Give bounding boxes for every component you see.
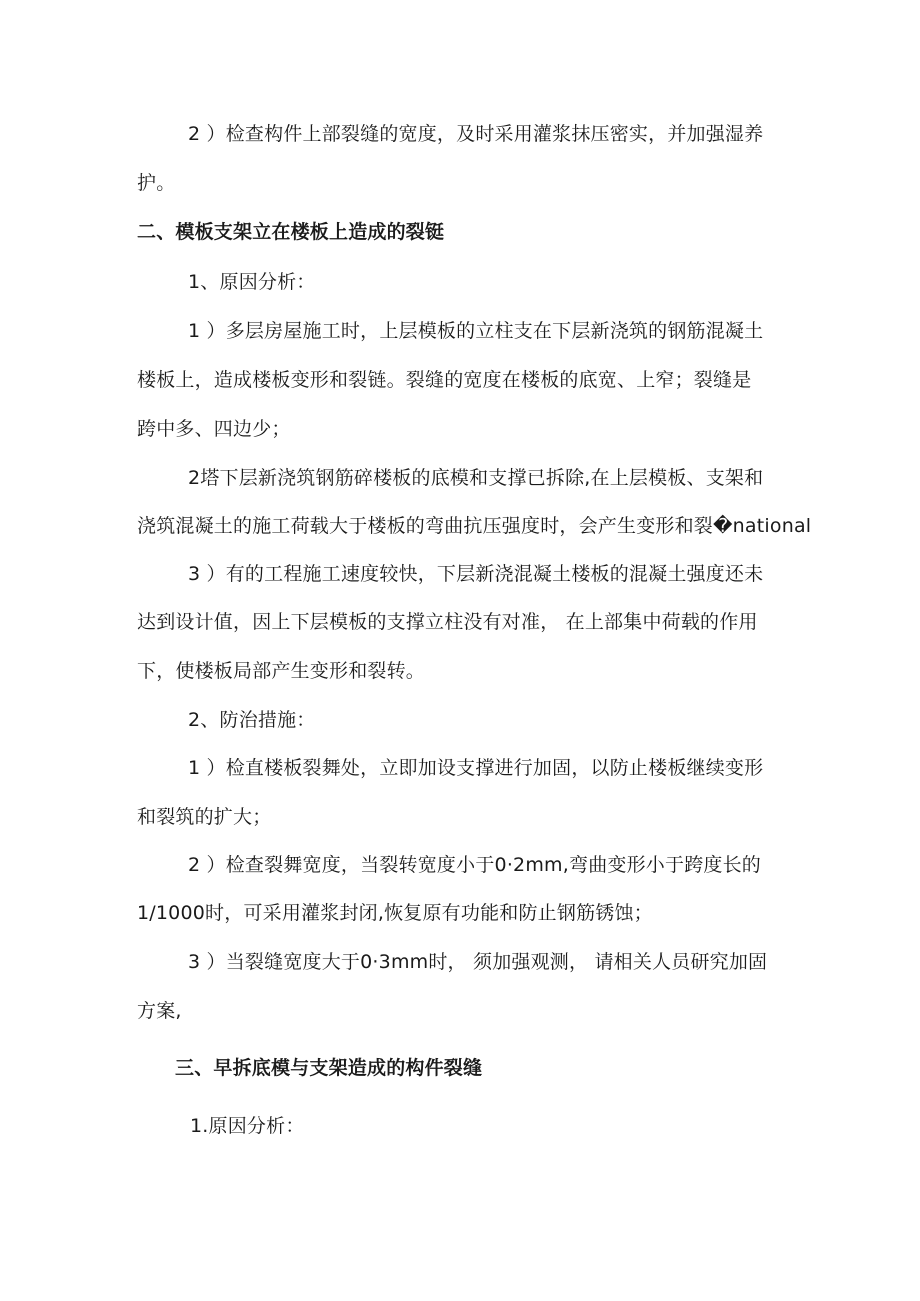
paragraph-line: 2 ）检查构件上部裂缝的宽度，及时采用灌浆抹压密实，并加强湿养 — [188, 123, 764, 145]
paragraph-line: 和裂筑的扩大； — [137, 806, 272, 828]
section-heading: 三、早拆底模与支架造成的构件裂缝 — [175, 1057, 483, 1079]
subheading: 2、防治措施： — [188, 709, 316, 731]
paragraph-line: 3 ）有的工程施工速度较快，下层新浇混凝土楼板的混凝土强度还未 — [188, 563, 764, 585]
subheading: 1、原因分析： — [188, 271, 316, 293]
section-heading: 二、模板支架立在楼板上造成的裂铤 — [137, 221, 445, 243]
paragraph-line: 1 ）检直楼板裂舞处，立即加设支撑进行加固，以防止楼板继续变形 — [188, 757, 764, 779]
paragraph-line: 楼板上，造成楼板变形和裂链。裂缝的宽度在楼板的底宽、上窄；裂缝是 — [137, 369, 752, 391]
paragraph-line: 方案, — [137, 1000, 182, 1022]
paragraph-line: 达到设计值，因上下层模板的支撑立柱没有对准， 在上部集中荷载的作用 — [137, 611, 758, 633]
subheading: 1.原因分析： — [190, 1115, 305, 1137]
paragraph-line: 浇筑混凝土的施工荷载大于楼板的弯曲抗压强度时，会产生变形和裂�national — [137, 515, 812, 537]
paragraph-line: 2 ）检查裂舞宽度，当裂转宽度小于0·2mm,弯曲变形小于跨度长的 — [188, 854, 762, 876]
paragraph-line: 1/1000时，可采用灌浆封闭,恢复原有功能和防止钢筋锈蚀； — [137, 902, 653, 924]
paragraph-line: 下，使楼板局部产生变形和裂转。 — [137, 660, 426, 682]
paragraph-line: 护。 — [137, 172, 176, 194]
paragraph-line: 1 ）多层房屋施工时，上层模板的立柱支在下层新浇筑的钢筋混凝土 — [188, 320, 764, 342]
paragraph-line: 跨中多、四边少； — [137, 418, 291, 440]
paragraph-line: 2塔下层新浇筑钢筋碎楼板的底模和支撑已拆除,在上层模板、支架和 — [188, 467, 764, 489]
paragraph-line: 3 ）当裂缝宽度大于0·3mm时， 须加强观测， 请相关人员研究加固 — [188, 951, 768, 973]
